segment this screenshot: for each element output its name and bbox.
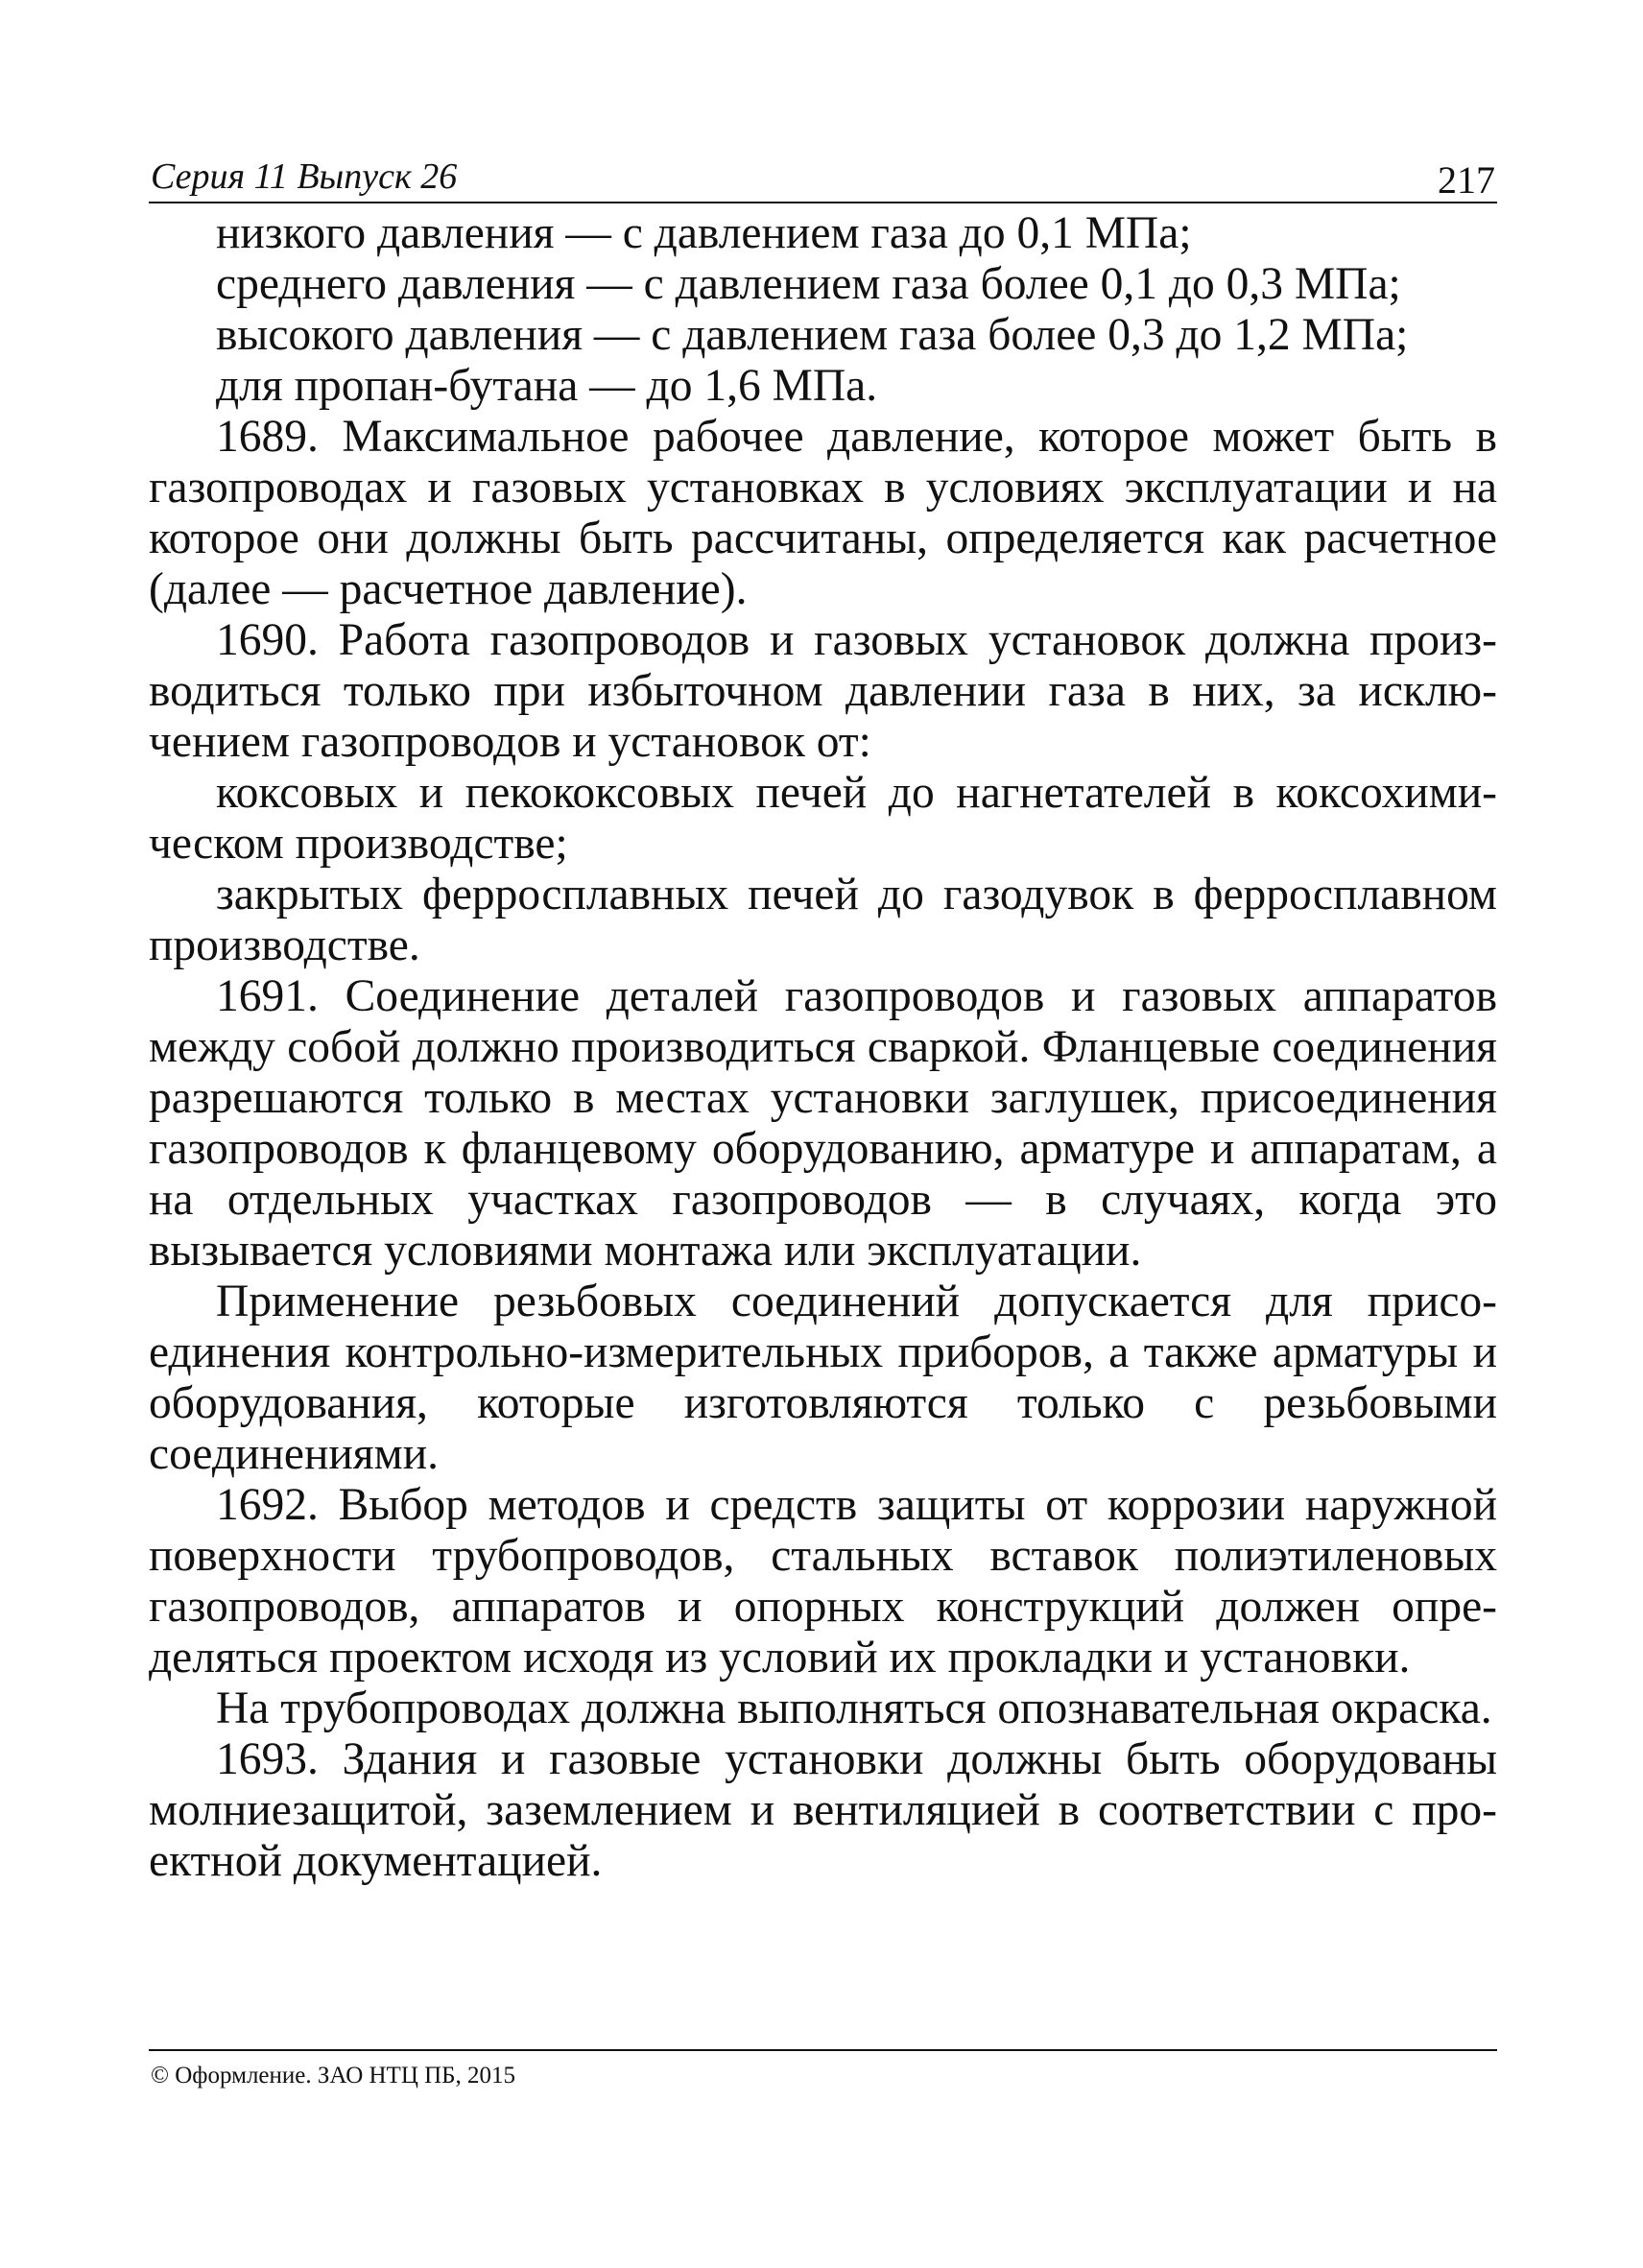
paragraph-propane-butane: для пропан-бутана — до 1,6 МПа. bbox=[216, 361, 878, 411]
running-header bbox=[149, 154, 1497, 203]
paragraph-medium-pressure: среднего давления — с давлением газа более 0,1 до 0,3 МПа; bbox=[216, 259, 1401, 309]
copyright-notice: © Оформление. ЗАО НТЦ ПБ, 2015 bbox=[151, 2063, 516, 2089]
paragraph-threaded-joints: Применение резьбовых соединений допускается для присоединения контрольно-измерительных приборов, а также арматуры и оборудования, которые изготовляются только с резьбовыми соединениями. bbox=[149, 1277, 1497, 1479]
series-label: Серия 11 Выпуск 26 bbox=[151, 156, 458, 197]
paragraph-identification-paint: На трубопроводах должна выполняться опознавательная окраска. bbox=[216, 1683, 1492, 1733]
paragraph-ferroalloy-furnaces: закрытых ферросплавных печей до газодувок в ферросплавном производстве. bbox=[149, 870, 1497, 970]
paragraph-1692: 1692. Выбор методов и средств защиты от коррозии наружной поверхности трубопроводов, стальных вставок полиэтиленовых газопроводов, аппаратов и опорных конструкций должен определяться проектом исходя из условий их прокладки и установки. bbox=[149, 1480, 1497, 1683]
paragraph-1690: 1690. Работа газопроводов и газовых установок должна производиться только при избыточном давлении газа в них, за исключением газопроводов и установок от: bbox=[149, 615, 1497, 767]
paragraph-coke-ovens: коксовых и пекококсовых печей до нагнетателей в коксохимическом производстве; bbox=[149, 768, 1497, 869]
paragraph-1689: 1689. Максимальное рабочее давление, которое может быть в газопроводах и газовых установках в условиях эксплуатации и на которое они должны быть рассчитаны, определяется как расчетное (далее — расчетное давление). bbox=[149, 412, 1497, 614]
body-text bbox=[149, 208, 1497, 1887]
paragraph-1693: 1693. Здания и газовые установки должны быть оборудованы молниезащитой, заземлением и вентиляцией в соответствии с проектной документацией. bbox=[149, 1734, 1497, 1886]
paragraph-high-pressure: высокого давления — с давлением газа более 0,3 до 1,2 МПа; bbox=[216, 310, 1409, 360]
paragraph-1691: 1691. Соединение деталей газопроводов и газовых аппаратов между собой должно производиться сваркой. Фланцевые соединения разрешаются только в местах установки заглушек, присоединения газопроводов к фланцевому оборудованию, арматуре и аппаратам, а на отдельных участках газопроводов — в случаях, когда это вызывается условиями монтажа или эксплуатации. bbox=[149, 971, 1497, 1276]
page-number: 217 bbox=[1438, 158, 1495, 202]
page bbox=[149, 154, 1497, 1887]
footer-divider bbox=[149, 2049, 1497, 2051]
paragraph-low-pressure: низкого давления — с давлением газа до 0,1 МПа; bbox=[216, 208, 1192, 258]
